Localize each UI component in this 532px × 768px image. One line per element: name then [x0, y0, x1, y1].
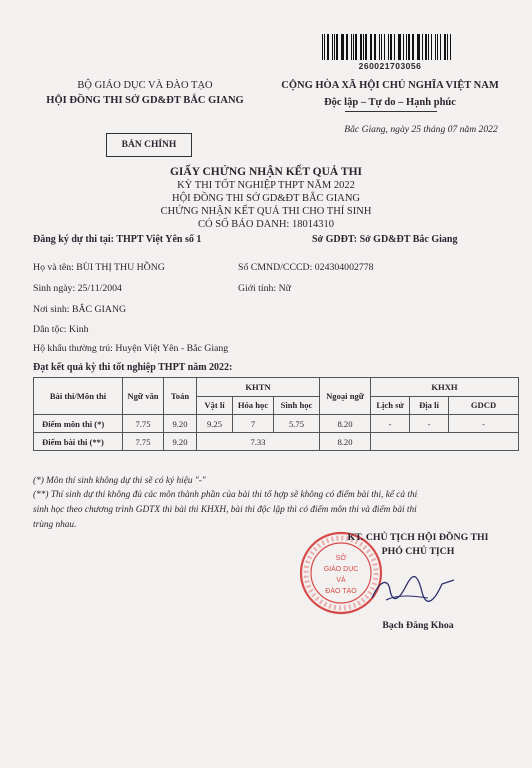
row-label: Điểm môn thi (*): [34, 415, 123, 433]
cell-physics: 9.25: [197, 415, 233, 433]
barcode-bar: [360, 34, 362, 60]
note-1: (*) Môn thí sinh không dự thi sẽ có ký hiệu "-": [33, 476, 206, 486]
national-motto: Độc lập – Tự do – Hạnh phúc: [324, 97, 456, 108]
signer-name: Bạch Đăng Khoa: [382, 620, 454, 631]
cell-biology: 5.75: [274, 415, 320, 433]
cell-foreign-language: 8.20: [320, 415, 371, 433]
barcode-bar: [322, 34, 323, 60]
barcode-bar: [370, 34, 371, 60]
header-history: Lịch sử: [371, 396, 410, 415]
header-geography: Địa lí: [410, 396, 449, 415]
header-khtn: KHTN: [197, 378, 320, 397]
barcode-bar: [334, 34, 335, 60]
handwritten-signature: [368, 572, 458, 608]
seal-text-1: SỞ: [335, 555, 347, 562]
barcode-bar: [363, 34, 364, 60]
candidate-number-line: CÓ SỐ BÁO DANH: 18014310: [198, 219, 334, 230]
header-biology: Sinh học: [274, 396, 320, 415]
cell-geography: -: [410, 415, 449, 433]
birthplace-row: [33, 304, 126, 315]
barcode-bar: [408, 34, 410, 60]
name-value: BÙI THỊ THU HỒNG: [76, 262, 165, 273]
registration-school: [33, 234, 201, 245]
ministry-name: BỘ GIÁO DỤC VÀ ĐÀO TẠO: [77, 80, 213, 91]
school-label: Đăng ký dự thi tại:: [33, 234, 115, 245]
dept-value: Sở GD&ĐT Bắc Giang: [359, 234, 458, 245]
header-subject: Bài thi/Môn thi: [34, 378, 123, 415]
note-2-line-3: trùng nhau.: [33, 520, 77, 530]
header-civics: GDCD: [449, 396, 519, 415]
barcode-bar: [390, 34, 392, 60]
barcode-bar: [422, 34, 423, 60]
residence-value: Huyện Việt Yên - Bắc Giang: [115, 343, 229, 354]
note-2-line-2: sinh học theo chương trình GDTX thì bài thi KHXH, bài thi độc lập thì có điểm môn thi và điểm bài thi: [33, 505, 417, 515]
barcode-bar: [374, 34, 376, 60]
barcode-bar: [412, 34, 413, 60]
barcode-bar: [431, 34, 432, 60]
barcode-bar: [417, 34, 418, 60]
barcode-bar: [327, 34, 329, 60]
barcode-bar: [371, 34, 372, 60]
barcode-bar: [342, 34, 344, 60]
header-foreign-language: Ngoại ngữ: [320, 378, 371, 415]
barcode-bar: [450, 34, 451, 60]
dob-label: Sinh ngày:: [33, 283, 76, 294]
barcode-bar: [403, 34, 404, 60]
barcode-bar: [444, 34, 446, 60]
barcode-bar: [381, 34, 382, 60]
seal-text-3: VÀ: [336, 577, 346, 584]
barcode-bar: [394, 34, 395, 60]
barcode-bar: [336, 34, 337, 60]
certificate-title: GIẤY CHỨNG NHẬN KẾT QUẢ THI: [169, 166, 362, 178]
name-row: [33, 262, 165, 273]
table-row: [34, 433, 519, 451]
birthplace-label: Nơi sinh:: [33, 304, 70, 315]
barcode-bar: [351, 34, 352, 60]
id-label: Số CMND/CCCD:: [238, 262, 313, 273]
cell-literature: 7.75: [123, 415, 164, 433]
table-row: [34, 415, 519, 433]
barcode-bar: [365, 34, 366, 60]
country-name: CỘNG HÒA XÃ HỘI CHỦ NGHĨA VIỆT NAM: [281, 80, 499, 91]
original-copy-label: BẢN CHÍNH: [106, 133, 192, 157]
cell-khtn: 7.33: [197, 433, 320, 451]
ethnicity-row: [33, 324, 89, 335]
barcode-bar: [379, 34, 380, 60]
council-line: HỘI ĐỒNG THI SỞ GD&ĐT BẮC GIANG: [171, 193, 361, 204]
cell-khxh: [371, 433, 519, 451]
results-heading: Đạt kết quả kỳ thi tốt nghiệp THPT năm 2022:: [33, 362, 233, 373]
cell-foreign-language: 8.20: [320, 433, 371, 451]
gender-row: [238, 283, 291, 294]
barcode-bar: [332, 34, 333, 60]
barcode-bar: [437, 34, 438, 60]
barcode-bar: [425, 34, 427, 60]
dob-value: 25/11/2004: [77, 283, 122, 294]
barcode-bar: [355, 34, 356, 60]
dob-row: [33, 283, 122, 294]
gender-label: Giới tính:: [238, 283, 277, 294]
id-value: 024304002778: [314, 262, 374, 273]
seal-text-4: ĐÀO TẠO: [325, 588, 357, 595]
dept-label: Sở GDĐT:: [312, 234, 358, 245]
barcode-bar: [418, 34, 419, 60]
birthplace-value: BẮC GIANG: [71, 304, 127, 315]
cell-chemistry: 7: [233, 415, 274, 433]
motto-underline: [345, 111, 437, 112]
barcode-bar: [435, 34, 436, 60]
cell-math: 9.20: [164, 433, 197, 451]
school-value: THPT Việt Yên số 1: [116, 234, 202, 245]
signature-role-2: PHÓ CHỦ TỊCH: [381, 546, 455, 557]
name-label: Họ và tên:: [33, 262, 74, 273]
gender-value: Nữ: [278, 283, 291, 294]
cell-civics: -: [449, 415, 519, 433]
cell-math: 9.20: [164, 415, 197, 433]
barcode-number: 260021703056: [358, 61, 422, 71]
barcode-bar: [447, 34, 448, 60]
certify-line: CHỨNG NHẬN KẾT QUẢ THI CHO THÍ SINH: [160, 206, 372, 217]
table-header-row: [34, 378, 519, 397]
header-literature: Ngữ văn: [123, 378, 164, 415]
barcode-bar: [428, 34, 429, 60]
note-2-line-1: (**) Thí sinh dự thi không đủ các môn thành phần của bài thi tổ hợp sẽ không có điểm bài thi, kể cả thí: [33, 490, 418, 500]
header-khxh: KHXH: [371, 378, 519, 397]
signature-role-1: KT. CHỦ TỊCH HỘI ĐỒNG THI: [347, 532, 489, 543]
barcode-bar: [399, 34, 400, 60]
barcode-bar: [406, 34, 407, 60]
ethnicity-value: Kinh: [68, 324, 89, 335]
header-physics: Vật lí: [197, 396, 233, 415]
barcode-bar: [324, 34, 325, 60]
barcode-bar: [346, 34, 347, 60]
barcode-bar: [388, 34, 389, 60]
ethnicity-label: Dân tộc:: [33, 324, 67, 335]
place-and-date: Bắc Giang, ngày 25 tháng 07 năm 2022: [344, 124, 498, 135]
id-row: [238, 262, 374, 273]
header-chemistry: Hóa học: [233, 396, 274, 415]
row-label: Điểm bài thi (**): [34, 433, 123, 451]
cell-literature: 7.75: [123, 433, 164, 451]
cell-history: -: [371, 415, 410, 433]
barcode-bar: [353, 34, 354, 60]
barcode-bar: [341, 34, 342, 60]
barcode-bar: [384, 34, 385, 60]
exam-name: KỲ THI TỐT NGHIỆP THPT NĂM 2022: [177, 180, 355, 191]
barcode-bar: [440, 34, 441, 60]
barcode-bar: [398, 34, 399, 60]
header-math: Toán: [164, 378, 197, 415]
registration-dept: [312, 234, 457, 245]
exam-council-name: HỘI ĐỒNG THI SỞ GD&ĐT BẮC GIANG: [46, 95, 244, 106]
residence-row: [33, 343, 228, 354]
grades-table: [33, 377, 519, 451]
barcode: [322, 34, 454, 60]
residence-label: Hộ khẩu thường trú:: [33, 343, 113, 354]
seal-text-2: GIÁO DỤC: [323, 566, 359, 573]
